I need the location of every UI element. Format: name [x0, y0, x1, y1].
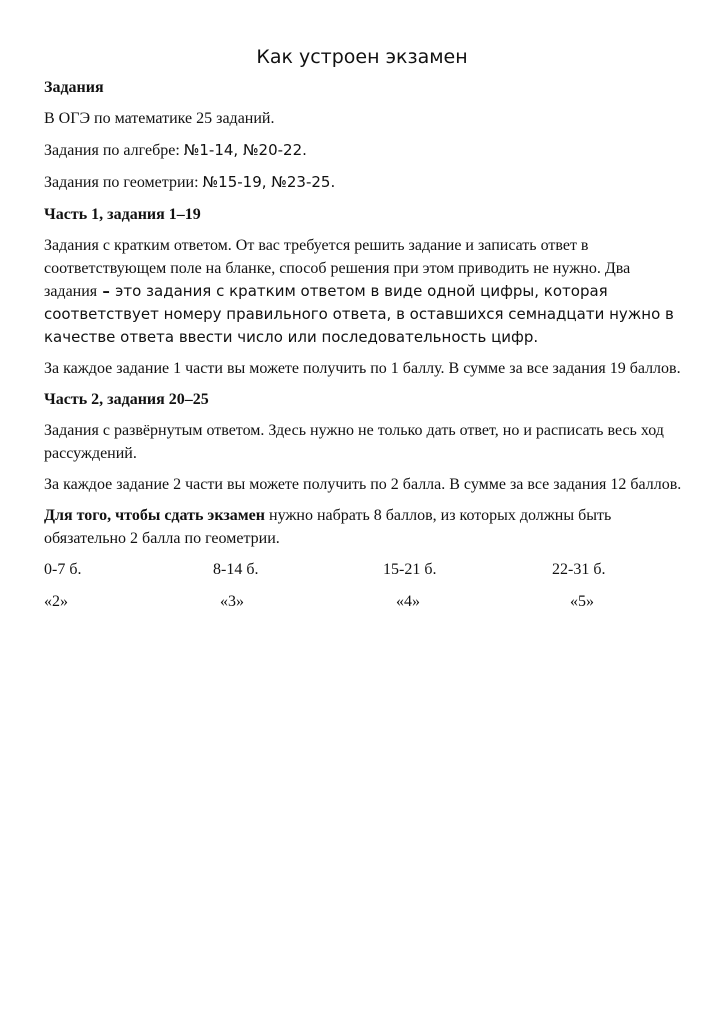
part2-score: За каждое задание 2 части вы можете получить по 2 балла. В сумме за все задания 12 баллов. [44, 476, 682, 493]
part1-description [44, 234, 686, 349]
part1-desc-start: Задания с кратким ответом. От вас требуется решить задание и записать ответ в соответствующем поле на бланке, способ решения при этом приводить не нужно. Два задания [44, 237, 631, 300]
grade-range-5: 22-31 б. [552, 561, 606, 578]
tasks-total: В ОГЭ по математике 25 заданий. [44, 110, 275, 127]
pass-requirement-rest: нужно набрать 8 баллов, из которых должны быть обязательно 2 балла по геометрии. [44, 507, 612, 547]
part1-dash: – [97, 282, 116, 300]
grade-ranges-row [44, 558, 686, 584]
tasks-geometry-label: Задания по геометрии: [44, 174, 203, 191]
tasks-algebra-numbers: №1-14, №20-22. [183, 141, 307, 159]
grade-range-3: 8-14 б. [213, 561, 259, 578]
part1-heading: Часть 1, задания 1–19 [44, 206, 201, 223]
tasks-geometry [44, 171, 686, 194]
part1-desc-end: это задания с кратким ответом в виде одной цифры, которая соответствует номеру правильного ответа, в оставшихся семнадцати нужно в качестве ответа ввести число или последовательность цифр. [44, 282, 674, 346]
pass-requirement-bold: Для того, чтобы сдать экзамен [44, 507, 265, 524]
page-title: Как устроен экзамен [256, 46, 468, 68]
grade-mark-5: «5» [570, 593, 594, 610]
grade-mark-2: «2» [44, 593, 68, 610]
part2-description: Задания с развёрнутым ответом. Здесь нужно не только дать ответ, но и расписать весь ход рассуждений. [44, 422, 664, 462]
part2-heading: Часть 2, задания 20–25 [44, 391, 209, 408]
document-body [44, 76, 686, 616]
grade-range-4: 15-21 б. [383, 561, 437, 578]
tasks-heading: Задания [44, 79, 104, 96]
pass-requirement [44, 504, 686, 550]
grade-range-2: 0-7 б. [44, 561, 82, 578]
part1-score: За каждое задание 1 части вы можете получить по 1 баллу. В сумме за все задания 19 баллов. [44, 360, 681, 377]
grade-mark-4: «4» [396, 593, 420, 610]
tasks-geometry-numbers: №15-19, №23-25. [202, 173, 336, 191]
grade-mark-3: «3» [220, 593, 244, 610]
tasks-algebra [44, 139, 686, 162]
tasks-algebra-label: Задания по алгебре: [44, 142, 184, 159]
grade-marks-row [44, 590, 686, 616]
